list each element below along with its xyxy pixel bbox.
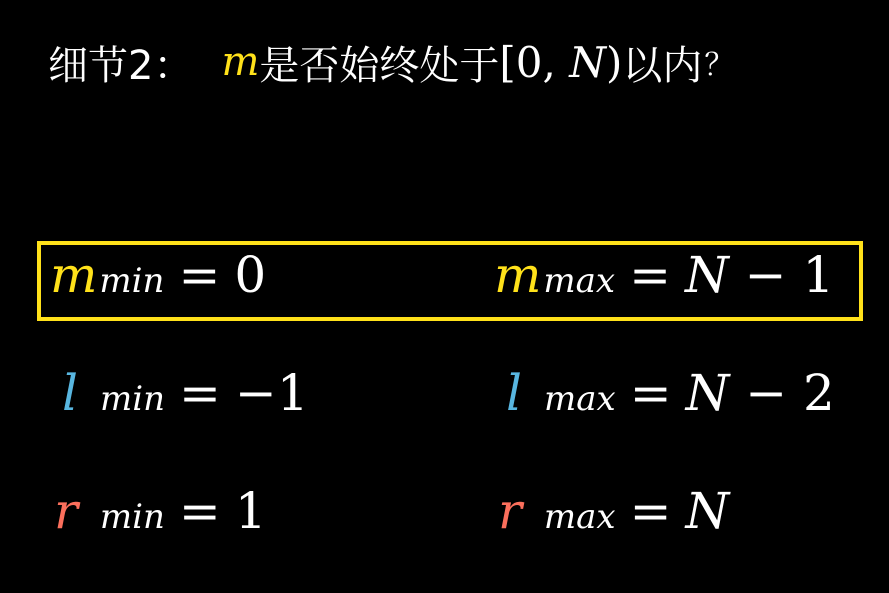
interval-open: [0, [499,37,570,87]
equals-sign: = [178,246,221,304]
title-middle: 是否始终处于 [259,42,500,89]
title-prefix: 细节2： [48,42,194,89]
equation-value: 0 [234,246,267,304]
equals-sign: = [629,364,672,422]
title-question-mark: ？ [704,48,735,83]
equation-value [686,364,835,422]
var-l: l [506,364,522,422]
equation-value: −1 [234,364,309,422]
equals-sign: = [629,482,672,540]
equation-value [685,246,834,304]
equation-m-max: m max = N − 1 [494,246,835,304]
var-m: m [50,246,98,304]
var-l: l [62,364,78,422]
rhs-var-n: N [685,364,730,422]
equation-value: 1 [234,482,267,540]
equation-value [686,482,730,540]
equation-l-max: l max = N − 2 [506,364,835,422]
var-r: r [498,482,522,540]
rhs-var-n: N [685,246,729,304]
slide-title [48,26,734,98]
title-var-m: m [221,39,260,85]
title-suffix: 以内 [622,42,703,89]
equation-m-min: m min = 0 [50,246,267,304]
interval-var: N [569,37,606,87]
equals-sign: = [629,246,672,304]
equals-sign: = [179,364,221,422]
equation-l-min: l min = −1 [62,364,309,422]
rhs-var-n: N [685,482,730,540]
interval-close: ) [605,37,623,87]
equals-sign: = [178,482,221,540]
title-interval [499,38,622,87]
var-r: r [54,482,78,540]
rhs-rest: − 1 [728,246,835,304]
var-m: m [494,246,542,304]
equation-r-max: r max = N [498,482,730,540]
rhs-rest: − 2 [729,364,835,422]
equation-r-min: r min = 1 [54,482,267,540]
